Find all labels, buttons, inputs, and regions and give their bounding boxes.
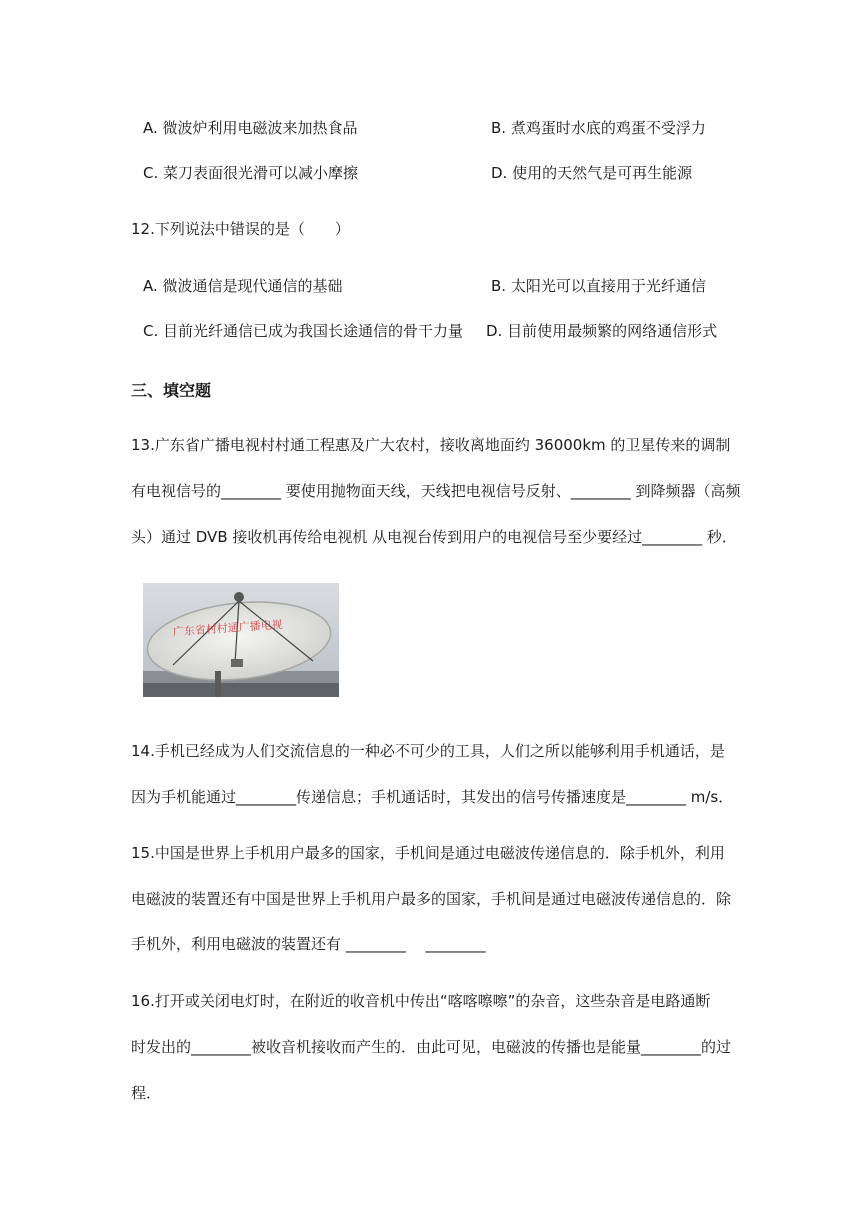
q12-stem: 12.下列说法中错误的是（ ）: [131, 220, 350, 238]
q11-option-b[interactable]: B. 煮鸡蛋时水底的鸡蛋不受浮力: [491, 119, 706, 137]
q11-option-a[interactable]: A. 微波炉利用电磁波来加热食品: [143, 119, 358, 137]
q15-line-3: 手机外，利用电磁波的装置还有 ________ ________: [131, 935, 486, 953]
q12-option-d[interactable]: D. 目前使用最频繁的网络通信形式: [486, 322, 718, 340]
dish-lettering: 广东省村村通广播电视: [172, 617, 284, 639]
q11-option-c[interactable]: C. 菜刀表面很光滑可以减小摩擦: [143, 164, 359, 182]
section-heading: 三、填空题: [131, 381, 212, 400]
q16-line-1: 16.打开或关闭电灯时，在附近的收音机中传出“喀喀嚓嚓”的杂音，这些杂音是电路通断: [131, 992, 711, 1010]
q15-line-2: 电磁波的装置还有中国是世界上手机用户最多的国家，手机间是通过电磁波传递信息的．除: [131, 890, 732, 908]
q12-option-c[interactable]: C. 目前光纤通信已成为我国长途通信的骨干力量: [143, 322, 464, 340]
q14-line-2: 因为手机能通过________传递信息；手机通话时，其发出的信号传播速度是________ m/s．: [131, 788, 734, 806]
q16-line-3: 程．: [131, 1084, 162, 1102]
q16-line-2: 时发出的________被收音机接收而产生的．由此可见，电磁波的传播也是能量________的过: [131, 1038, 732, 1056]
q12-option-b[interactable]: B. 太阳光可以直接用于光纤通信: [491, 277, 706, 295]
q13-line-3: 头）通过 DVB 接收机再传给电视机 从电视台传到用户的电视信号至少要经过________ 秒．: [131, 528, 737, 546]
q15-line-1: 15.中国是世界上手机用户最多的国家，手机间是通过电磁波传递信息的．除手机外，利用: [131, 844, 725, 862]
q13-line-2: 有电视信号的________ 要使用抛物面天线，天线把电视信号反射、________ 到降频器（高频: [131, 482, 741, 500]
q13-line-1: 13.广东省广播电视村村通工程惠及广大农村，接收离地面约 36000km 的卫星传来的调制: [131, 436, 731, 454]
q11-option-d[interactable]: D. 使用的天然气是可再生能源: [491, 164, 693, 182]
q12-option-a[interactable]: A. 微波通信是现代通信的基础: [143, 277, 343, 295]
q14-line-1: 14.手机已经成为人们交流信息的一种必不可少的工具，人们之所以能够利用手机通话，是: [131, 742, 725, 760]
satellite-dish-image: [143, 583, 339, 697]
